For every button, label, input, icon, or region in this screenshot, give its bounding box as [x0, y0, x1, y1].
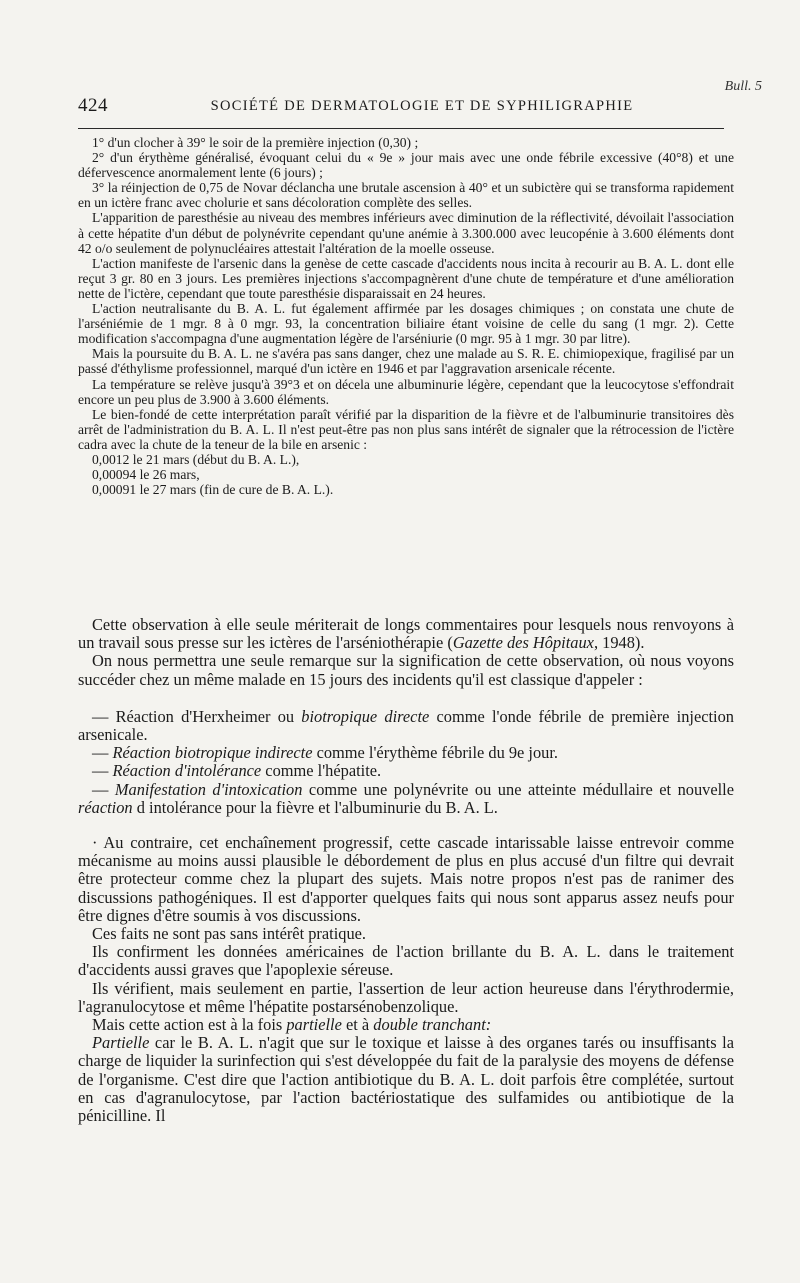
paragraph: Ces faits ne sont pas sans intérêt pratique. [92, 924, 367, 944]
classification-item: — Réaction biotropique indirecte comme l'érythème fébrile du 9e jour. [92, 743, 559, 763]
paragraph: Ils confirment les données américaines de l'action brillante du B. A. L. dans le traitement d'accidents aussi graves que l'apoplexie séreuse. [78, 942, 734, 980]
list-item: 1° d'un clocher à 39° le soir de la première injection (0,30) ; [92, 135, 419, 150]
running-title: SOCIÉTÉ DE DERMATOLOGIE ET DE SYPHILIGRAPHIE [210, 98, 634, 114]
paragraph: Mais la poursuite du B. A. L. ne s'avéra pas sans danger, chez une malade au S. R. E. chimiopexique, fragilisé par un passé d'éthylisme professionnel, marqué d'un ictère en 1946 et par l'aggravation arsenicale récente. [78, 346, 734, 377]
paragraph: Ils vérifient, mais seulement en partie, l'assertion de leur action heureuse dans l'érythrodermie, l'agranulocytose et même l'hépatite postarsénobenzolique. [78, 978, 734, 1016]
paragraph: Partielle car le B. A. L. n'agit que sur le toxique et laisse à des organes tarés ou insuffisants la charge de liquider la surinfection qui s'est développée du fait de la paralysie des moyens de défense de l'organisme. C'est dire que l'action antibiotique du B. A. L. doit parfois être complétée, surtout en cas d'agranulocytose, par l'action bactériostatique des sulfamides ou antibiotique de la pénicilline. Il [78, 1033, 734, 1126]
header-rule [78, 128, 724, 129]
arsenic-measure: 0,0012 le 21 mars (début du B. A. L.), [92, 451, 300, 467]
discussion-text [78, 616, 734, 1125]
classification-item: — Réaction d'Herxheimer ou biotropique directe comme l'onde fébrile de première injection arsenicale. [78, 706, 734, 745]
paragraph: L'action manifeste de l'arsenic dans la genèse de cette cascade d'accidents nous incita à recourir au B. A. L. dont elle reçut 3 gr. 80 en 3 jours. Les premières injections s'accompagnèrent d'une chute de température et d'une amélioration nette de l'ictère, cependant que toute paresthésie disparaissait en 24 heures. [78, 255, 734, 301]
arsenic-measure: 0,00094 le 26 mars, [92, 467, 200, 483]
citation: Gazette des Hôpitaux [452, 633, 594, 653]
paragraph: L'action neutralisante du B. A. L. fut également affirmée par les dosages chimiques ; on constata une chute de l'arséniémie de 1 mgr. 8 à 0 mgr. 93, la concentration biliaire étant voisine de celle du sang (1 mgr. 2). Cette modification s'accompagna d'une augmentation légère de l'arséniurie (0 mgr. 95 à 1 mgr. 30 par litre). [78, 301, 734, 347]
paragraph: Mais cette action est à la fois partielle et à double tranchant: [92, 1015, 492, 1035]
paragraph: L'apparition de paresthésie au niveau des membres inférieurs avec diminution de la réflectivité, dévoilait l'association à cette hépatite d'un début de polynévrite cependant qu'une anémie à 3.300.000 avec leucopénie à 3.600 éléments dont 42 o/o seulement de polynucléaires attestait l'altération de la moelle osseuse. [78, 210, 734, 256]
list-item: 2° d'un érythème généralisé, évoquant celui du « 9e » jour mais avec une onde fébrile excessive (40°8) et une défervescence anormalement lente (6 jours) ; [78, 150, 734, 181]
paragraph: Le bien-fondé de cette interprétation paraît vérifié par la disparition de la fièvre et de l'albuminurie transitoires dès arrêt de l'administration du B. A. L. Il n'est peut-être pas non plus sans intérêt de signaler que la rétrocession de l'ictère cadra avec la chute de la teneur de la bile en arsenic : [78, 406, 734, 452]
paragraph: La température se relève jusqu'à 39°3 et on décela une albuminurie légère, cependant que la leucocytose s'effondrait encore un peu plus de 3.900 à 3.600 éléments. [78, 376, 734, 407]
page-number: 424 [78, 95, 108, 116]
journal-reference: Bull. 5 [724, 79, 762, 94]
arsenic-measure: 0,00091 le 27 mars (fin de cure de B. A. L.). [92, 482, 334, 498]
case-report-text [78, 135, 734, 497]
paragraph: On nous permettra une seule remarque sur la signification de cette observation, où nous voyons succéder chez un même malade en 15 jours des incidents qu'il est classique d'appeler : [78, 651, 734, 689]
classification-item: — Manifestation d'intoxication comme une polynévrite ou une atteinte médullaire et nouvelle réaction d intolérance pour la fièvre et l'albuminurie du B. A. L. [78, 779, 735, 817]
page-header [78, 95, 726, 119]
paragraph: Cette observation à elle seule mériterait de longs commentaires pour lesquels nous renvoyons à un travail sous presse sur les ictères de l'arséniothérapie (Gazette des Hôpitaux, 1948). [78, 615, 734, 653]
classification-item: — Réaction d'intolérance comme l'hépatite. [92, 761, 382, 781]
list-item: 3° la réinjection de 0,75 de Novar déclancha une brutale ascension à 40° et un subictère qui se transforma rapidement en un ictère franc avec cholurie et sans décoloration complète des selles. [78, 180, 734, 211]
paragraph: · Au contraire, cet enchaînement progressif, cette cascade intarissable laisse entrevoir comme mécanisme au moins aussi plausible le débordement de plus en plus accusé d'un filtre qui devrait être protecteur comme chez la plupart des sujets. Mais notre propos n'est pas de ranimer des discussions pathogéniques. Il est d'apporter quelques faits qui nous sont apparus assez neufs pour être dignes d'être soumis à vos discussions. [78, 833, 734, 925]
